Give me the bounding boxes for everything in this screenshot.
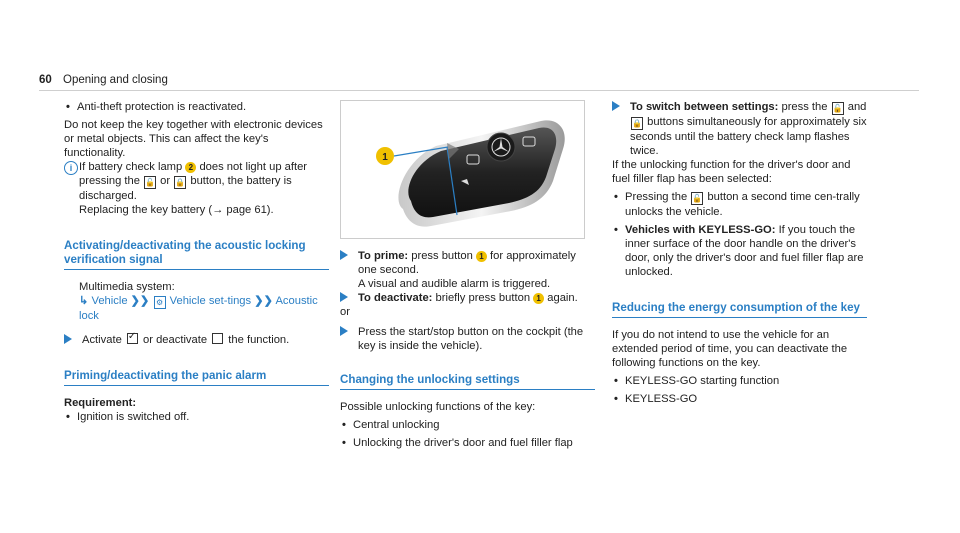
lock-key-icon: 🔒 bbox=[175, 178, 186, 187]
instruction-step: To switch between settings: press the 🔓 and 🔒 buttons simultaneously for approximately six seconds until the battery check lamp flashes twice. bbox=[612, 100, 867, 158]
step-arrow-icon bbox=[340, 250, 348, 260]
paragraph: Possible unlocking functions of the key: bbox=[340, 401, 536, 413]
callout-number: 1 bbox=[476, 251, 487, 262]
or-text: or bbox=[340, 306, 350, 318]
car-settings-icon: ⚙ bbox=[154, 296, 166, 309]
key-illustration bbox=[340, 100, 585, 239]
menu-path: ↳ Vehicle ❯❯ ⚙ Vehicle set-tings ❯❯ Acoustic lock bbox=[79, 295, 318, 322]
section-title: Opening and closing bbox=[63, 74, 168, 86]
info-icon: i bbox=[64, 161, 78, 175]
page-number: 60 bbox=[39, 74, 52, 86]
list-item: • Pressing the 🔓 button a second time cen-trally unlocks the vehicle. bbox=[612, 190, 867, 219]
unlock-key-icon: 🔓 bbox=[832, 104, 843, 113]
chevron-right-icon: ❯❯ bbox=[130, 295, 150, 307]
section-heading: Reducing the energy consumption of the key bbox=[612, 301, 867, 318]
column-left bbox=[64, 100, 329, 424]
car-key-image bbox=[341, 101, 584, 238]
paragraph: Do not keep the key together with electronic devices or metal objects. This can affect the key's functionality. bbox=[64, 119, 323, 159]
cross-reference: Replacing the key battery (→ page 61). bbox=[79, 204, 274, 216]
list-item: • Ignition is switched off. bbox=[64, 410, 329, 424]
menu-path-label: Multimedia system: bbox=[79, 281, 175, 293]
page-header bbox=[39, 73, 168, 87]
list-item: • Anti-theft protection is reactivated. bbox=[64, 100, 329, 114]
list-item: • KEYLESS-GO bbox=[612, 392, 867, 406]
requirement-label: Requirement: bbox=[64, 397, 137, 409]
info-note: i If battery check lamp 2 does not light up after pressing the 🔓 or 🔒 button, the battery is discharged. bbox=[64, 160, 329, 203]
paragraph: If you do not intend to use the vehicle for an extended period of time, you can deactivate the following functions on the key. bbox=[612, 329, 848, 369]
section-heading: Changing the unlocking settings bbox=[340, 373, 595, 390]
list-item: • Vehicles with KEYLESS-GO: If you touch the inner surface of the door handle on the driver's door, only the driver's door and fuel filler flap are unlocked. bbox=[612, 223, 867, 279]
menu-arrow-icon: ↳ bbox=[79, 295, 89, 307]
chevron-right-icon: ❯❯ bbox=[254, 295, 273, 307]
unlock-key-icon: 🔓 bbox=[145, 178, 156, 187]
paragraph: If the unlocking function for the driver's door and fuel filler flap has been selected: bbox=[612, 159, 851, 185]
callout-number: 1 bbox=[533, 293, 544, 304]
callout-number: 2 bbox=[185, 162, 196, 173]
step-arrow-icon bbox=[340, 292, 348, 302]
instruction-step: To prime: press button 1 for approximately one second. A visual and audible alarm is triggered. bbox=[340, 249, 595, 291]
instruction-step: Activate ✓ or deactivate the function. bbox=[64, 333, 329, 347]
instruction-step: To deactivate: briefly press button 1 again. bbox=[340, 291, 595, 305]
unlock-key-icon: 🔓 bbox=[692, 194, 703, 203]
list-item: • Central unlocking bbox=[340, 418, 595, 432]
step-arrow-icon bbox=[64, 334, 72, 344]
lock-key-icon: 🔒 bbox=[632, 119, 642, 128]
checkbox-checked-icon bbox=[127, 333, 138, 344]
header-divider bbox=[39, 90, 919, 91]
checkbox-empty-icon bbox=[212, 333, 223, 344]
section-heading: Priming/deactivating the panic alarm bbox=[64, 369, 329, 386]
column-middle bbox=[340, 100, 595, 450]
column-right bbox=[612, 100, 867, 406]
instruction-step: Press the start/stop button on the cockpit (the key is inside the vehicle). bbox=[340, 325, 595, 353]
step-arrow-icon bbox=[612, 101, 620, 111]
callout-number: 1 bbox=[382, 152, 388, 163]
list-item: • Unlocking the driver's door and fuel filler flap bbox=[340, 436, 595, 450]
section-heading: Activating/deactivating the acoustic locking verification signal bbox=[64, 239, 329, 270]
list-item: • KEYLESS-GO starting function bbox=[612, 374, 867, 388]
step-arrow-icon bbox=[340, 326, 348, 336]
